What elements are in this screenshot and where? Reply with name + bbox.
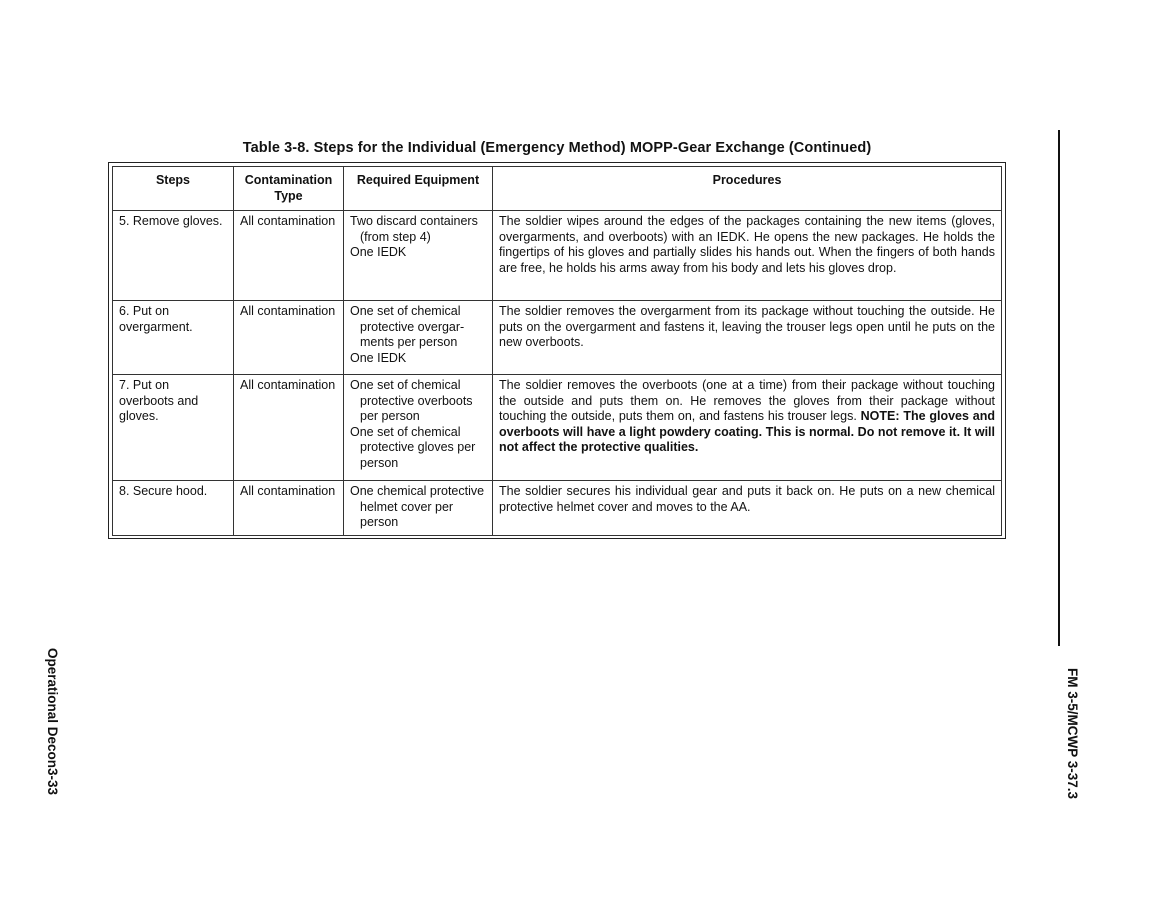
procedure-text: The soldier removes the overboots (one at a time) from their package without touching the outside and puts them on. He removes the gloves from their package without touching the outside, puts them on, and fastens his trouser legs. [499, 378, 995, 423]
equipment-cell [344, 211, 493, 301]
step-cell: 5. Remove gloves. [113, 211, 234, 301]
equipment-cell [344, 301, 493, 375]
equipment-item: One set of chemical protective overboots per person [350, 378, 473, 423]
equipment-item: One IEDK [350, 245, 407, 259]
header-type-line1: Contamination [244, 173, 333, 187]
table-row [113, 301, 1002, 375]
steps-table-frame [108, 162, 1006, 539]
footer-section-label: Operational Decon [45, 648, 60, 769]
contamination-type-cell: All contamination [234, 481, 344, 536]
procedure-note: NOTE: The gloves and overboots will have a light powdery coating. This is normal. Do not remove it. It will not affect the protective qualities. [499, 409, 995, 454]
contamination-type-cell: All contamination [234, 375, 344, 481]
step-cell: 7. Put on overboots and gloves. [113, 375, 234, 481]
footer-manual-id: FM 3-5/MCWP 3-37.3 [1065, 668, 1080, 800]
steps-table [112, 166, 1002, 536]
equipment-item: One set of chemical protective gloves per person [350, 424, 476, 470]
equipment-item: One chemical protective helmet cover per person [350, 484, 485, 529]
contamination-type-cell: All contamination [234, 211, 344, 301]
table-header-row [113, 167, 1002, 211]
procedure-cell: The soldier secures his individual gear and puts it back on. He puts on a new chemical protective helmet cover and moves to the AA. [493, 481, 1002, 536]
header-type-line2: Type [274, 188, 303, 203]
table-title: Table 3-8. Steps for the Individual (Emergency Method) MOPP-Gear Exchange (Continued) [242, 140, 872, 156]
procedure-cell: The soldier removes the overgarment from its package without touching the outside. He puts on the overgarment and fastens it, leaving the trouser legs open until he puts on the new overboots. [493, 301, 1002, 375]
header-steps: Steps [113, 167, 234, 211]
step-cell: 8. Secure hood. [113, 481, 234, 536]
procedure-cell: The soldier wipes around the edges of the packages containing the new items (gloves, overgarments, and overboots) with an IEDK. He opens the new packages. He holds the fingertips of his gloves and partially slides his hands out. When the fingers of both hands are free, he holds his arms away from his body and lets his gloves drop. [493, 211, 1002, 301]
step-cell: 6. Put on overgarment. [113, 301, 234, 375]
procedure-cell [493, 375, 1002, 481]
header-required-equipment: Required Equipment [344, 167, 493, 211]
equipment-item: Two discard containers (from step 4) [350, 214, 478, 244]
footer-right [1060, 668, 1080, 808]
equipment-cell [344, 375, 493, 481]
table-row [113, 211, 1002, 301]
table-row [113, 375, 1002, 481]
table-row [113, 481, 1002, 536]
header-procedures: Procedures [493, 167, 1002, 211]
footer-page-number: 3-33 [45, 768, 60, 796]
footer-left [40, 648, 60, 804]
contamination-type-cell: All contamination [234, 301, 344, 375]
header-contamination-type [234, 167, 344, 211]
equipment-item: One set of chemical protective overgar-ments per person [350, 304, 465, 349]
equipment-item: One IEDK [350, 350, 407, 365]
equipment-cell [344, 481, 493, 536]
margin-rule [1058, 130, 1060, 646]
